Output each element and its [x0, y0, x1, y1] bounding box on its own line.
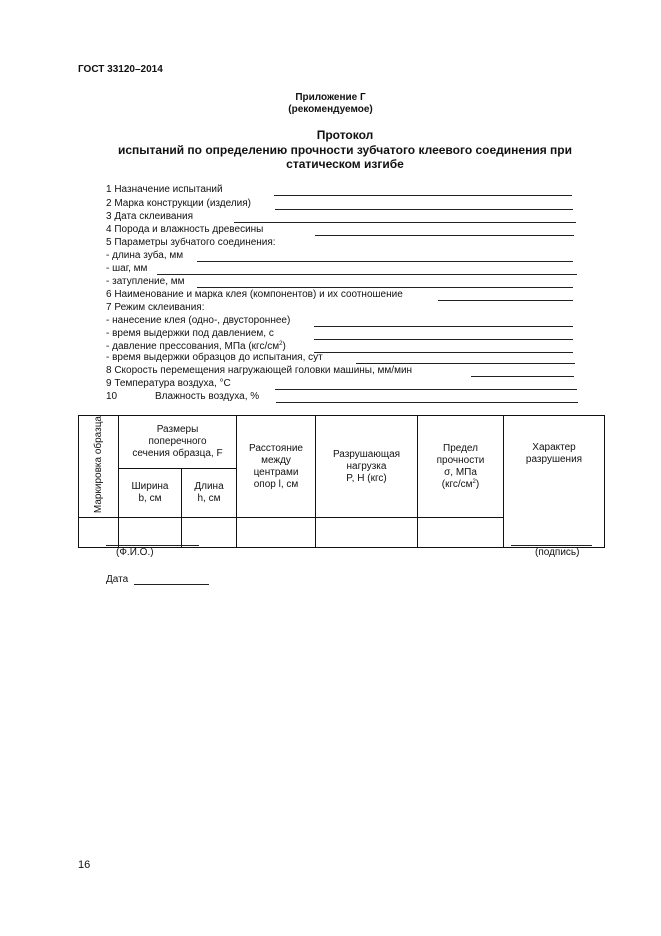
table-cell: [119, 518, 182, 548]
field-glue-application: - нанесение клея (одно-, двустороннее): [106, 315, 291, 326]
blank-line: [314, 339, 573, 340]
field-adhesive: 6 Наименование и марка клея (компонентов) и их соотношение: [106, 289, 403, 300]
name-caption: (Ф.И.О.): [116, 547, 154, 558]
field-purpose: 1 Назначение испытаний: [106, 184, 223, 195]
field-wood-species: 4 Порода и влажность древесины: [106, 224, 264, 235]
field-air-temperature: 9 Температура воздуха, °С: [106, 378, 231, 389]
blank-line: [314, 352, 573, 353]
field-head-speed: 8 Скорость перемещения нагружающей головки машины, мм/мин: [106, 365, 413, 376]
field-number-10: 10: [106, 391, 118, 402]
blank-line: [275, 209, 573, 210]
field-pressure-time: - время выдержки под давлением, с: [106, 328, 274, 339]
field-pressing-pressure: - давление прессования, МПа $(кгс/см^2)$: [106, 341, 286, 352]
header-strength-limit: Предел прочности σ, МПа $(кгс/см^2)$: [418, 416, 504, 518]
field-tooth-length: - длина зуба, мм: [106, 250, 184, 261]
signature-line: [511, 545, 592, 546]
standard-number: ГОСТ 33120–2014: [78, 64, 163, 75]
header-dimensions: Размеры поперечного сечения образца, F: [119, 416, 237, 469]
header-failure-character: Характер разрушения: [504, 416, 605, 548]
blank-line: [274, 195, 572, 196]
date-line: [134, 584, 209, 585]
field-gluing-mode: 7 Режим склеивания:: [106, 302, 205, 313]
field-structure-grade: 2 Марка конструкции (изделия): [106, 198, 252, 209]
header-marking: [79, 416, 119, 518]
field-hold-time: - время выдержки образцов до испытания, сут: [106, 352, 323, 363]
page-number: 16: [78, 859, 91, 871]
blank-line: [356, 363, 575, 364]
field-air-humidity: Влажность воздуха, %: [155, 391, 260, 402]
appendix-title: Приложение Г: [295, 92, 366, 103]
header-breaking-load: Разрушающая нагрузка P, Н (кгс): [316, 416, 418, 518]
blank-line: [234, 222, 576, 223]
table-cell: [237, 518, 316, 548]
name-line: [106, 545, 199, 546]
appendix-subtitle: (рекомендуемое): [288, 104, 373, 115]
header-length: Длина h, см: [182, 469, 237, 518]
blank-line: [314, 326, 573, 327]
blank-line: [275, 389, 577, 390]
blank-line: [276, 402, 578, 403]
blank-line: [157, 274, 577, 275]
field-pitch: - шаг, мм: [106, 263, 148, 274]
protocol-subtitle-line2: статическом изгибе: [286, 157, 404, 171]
date-label: Дата: [106, 574, 129, 585]
table-cell: [418, 518, 504, 548]
blank-line: [197, 287, 573, 288]
blank-line: [471, 376, 574, 377]
field-bluntness: - затупление, мм: [106, 276, 185, 287]
blank-line: [315, 235, 574, 236]
results-table: [78, 415, 605, 548]
header-width: Ширина b, см: [119, 469, 182, 518]
header-distance: Расстояние между центрами опор l, см: [237, 416, 316, 518]
field-joint-params: 5 Параметры зубчатого соединения:: [106, 237, 276, 248]
protocol-title: Протокол: [316, 128, 374, 142]
table-cell: [79, 518, 119, 548]
header-marking-text: Маркировка образца: [92, 416, 104, 514]
field-gluing-date: 3 Дата склеивания: [106, 211, 194, 222]
blank-line: [438, 300, 573, 301]
table-cell: [182, 518, 237, 548]
protocol-subtitle-line1: испытаний по определению прочности зубчатого клеевого соединения при: [118, 143, 572, 157]
blank-line: [197, 261, 573, 262]
signature-caption: (подпись): [535, 547, 580, 558]
table-cell: [316, 518, 418, 548]
